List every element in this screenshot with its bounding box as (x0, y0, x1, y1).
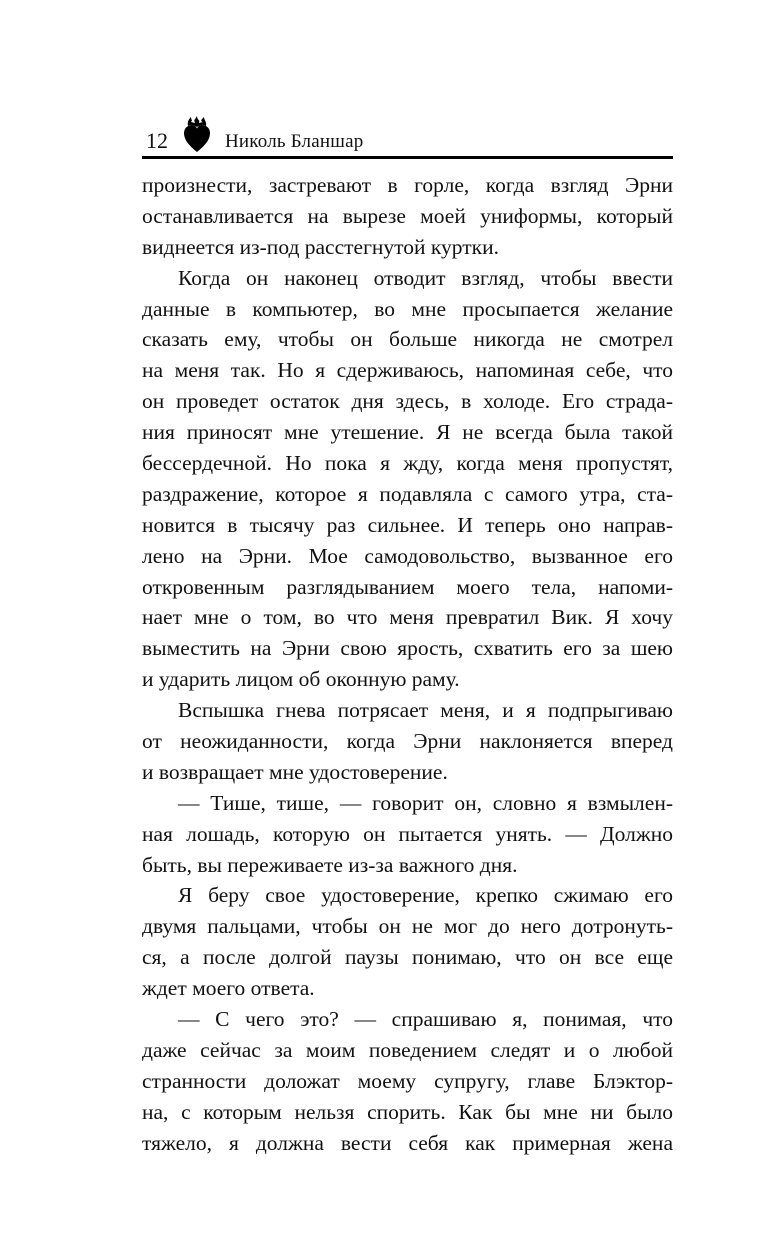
text-line: ся, а после долгой паузы понимаю, что он все еще (142, 945, 673, 970)
text-line: произнести, застревают в горле, когда взгляд Эрни (142, 173, 673, 197)
text-line: — Тише, тише, — говорит он, словно я взмылен- (178, 790, 673, 815)
text-line: даже сейчас за моим поведением следят и о любой (142, 1037, 673, 1062)
text-line: ния приносят мне утешение. Я не всегда была такой (142, 420, 673, 445)
text-line: и возвращает мне удостоверение. (142, 759, 448, 784)
text-line: откровенным разглядыванием моего тела, напоми- (142, 574, 673, 599)
text-line: от неожиданности, когда Эрни наклоняется вперед (142, 729, 673, 754)
text-line: двумя пальцами, чтобы он не мог до него дотронуть- (142, 914, 673, 939)
text-line: странности доложат моему супругу, главе Блэктор- (142, 1068, 673, 1093)
text-line: лено на Эрни. Мое самодовольство, вызванное его (142, 543, 673, 568)
text-line: быть, вы переживаете из-за важного дня. (142, 852, 518, 877)
text-line: сказать ему, чтобы он больше никогда не смотрел (142, 327, 673, 352)
text-line: останавливается на вырезе моей униформы, который (142, 203, 673, 228)
header-rule (142, 156, 673, 159)
page-number: 12 (146, 128, 168, 153)
text-line: на, с которым нельзя спорить. Как бы мне ни было (142, 1099, 673, 1124)
body-text (142, 170, 673, 1159)
text-line: новится в тысячу раз сильнее. И теперь оно направ- (142, 512, 673, 537)
text-line: выместить на Эрни свою ярость, схватить его за шею (142, 636, 673, 661)
text-line: он проведет остаток дня здесь, в холоде. Его страда- (142, 389, 673, 414)
heart-emblem-icon (182, 116, 212, 154)
text-line: — С чего это? — спрашиваю я, понимая, что (178, 1007, 673, 1032)
text-line: бессердечной. Но пока я жду, когда меня пропустят, (142, 451, 673, 476)
text-line: Я беру свое удостоверение, крепко сжимаю его (178, 883, 673, 908)
text-line: Вспышка гнева потрясает меня, и я подпрыгиваю (178, 698, 673, 723)
text-line: на меня так. Но я сдерживаюсь, напоминая себе, что (142, 358, 673, 383)
text-line: раздражение, которое я подавляла с самого утра, ста- (142, 481, 673, 506)
text-line: и ударить лицом об оконную раму. (142, 667, 460, 692)
text-line: нает мне о том, во что меня превратил Вик. Я хочу (142, 605, 673, 630)
text-line: виднеется из-под расстегнутой куртки. (142, 234, 499, 259)
text-line: ждет моего ответа. (142, 976, 315, 1001)
text-line: ная лошадь, которую он пытается унять. — Должно (142, 821, 673, 846)
running-head (142, 116, 674, 154)
text-line: тяжело, я должна вести себя как примерная жена (142, 1130, 673, 1155)
text-line: Когда он наконец отводит взгляд, чтобы ввести (178, 265, 673, 290)
text-line: данные в компьютер, во мне просыпается желание (142, 296, 673, 321)
running-head-author: Николь Бланшар (225, 131, 364, 152)
